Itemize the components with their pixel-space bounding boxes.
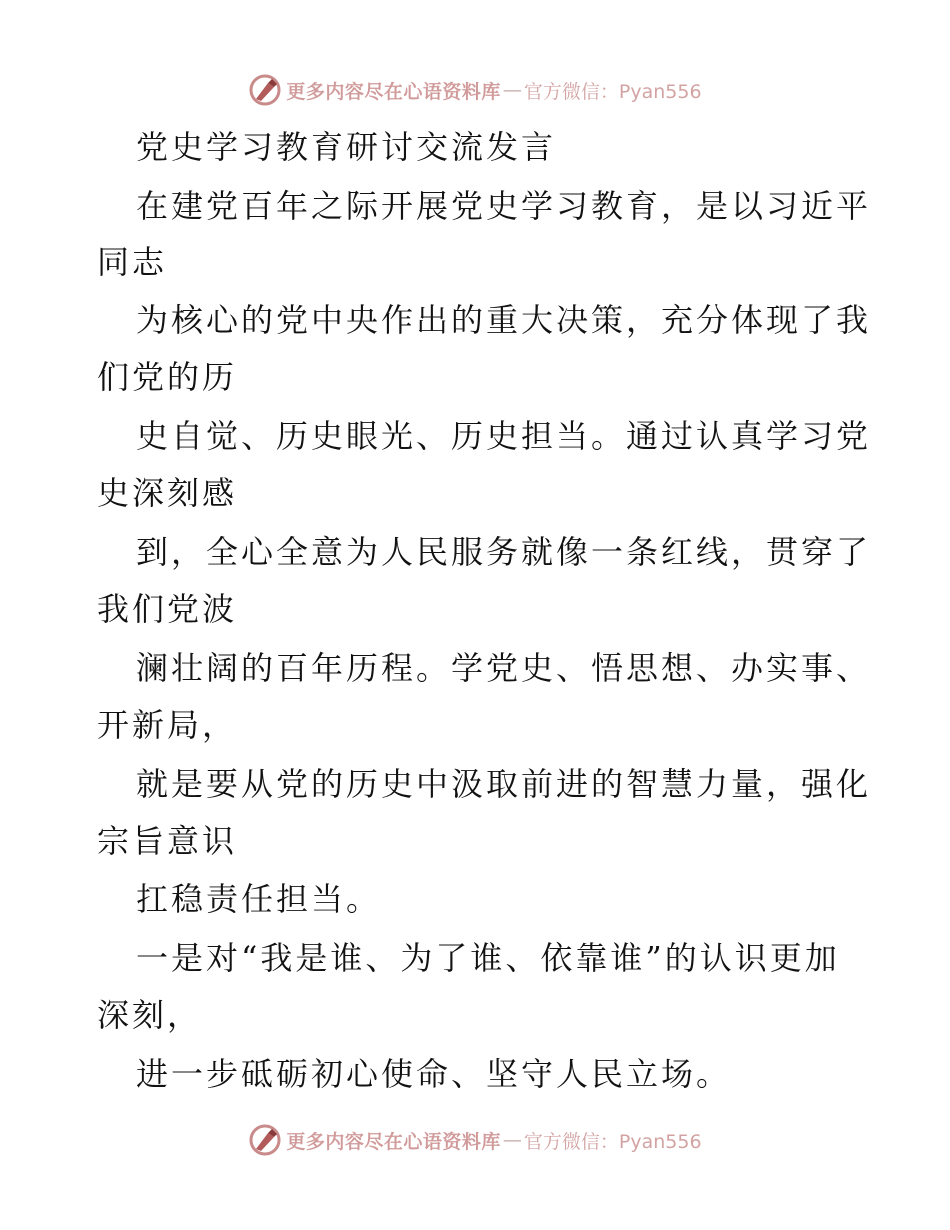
text-line: 澜壮阔的百年历程。学党史、悟思想、办实事、: [136, 649, 872, 687]
footer-watermark: [0, 1120, 950, 1160]
text-line: 我们党波: [97, 590, 238, 628]
watermark-sub-text: 官方微信：Pyan556: [523, 1130, 702, 1153]
text-line: 开新局，: [97, 706, 238, 744]
text-line: 在建党百年之际开展党史学习教育，是以习近平: [136, 187, 872, 225]
text-line: 深刻，: [97, 996, 203, 1034]
text-line: 到，全心全意为人民服务就像一条红线，贯穿了: [136, 533, 872, 571]
text-line: 就是要从党的历史中汲取前进的智慧力量，强化: [136, 765, 872, 803]
watermark-dash: —: [502, 79, 522, 101]
watermark-dash: —: [502, 1129, 522, 1151]
text-line: 同志: [97, 243, 168, 281]
pen-nib-logo-icon: [248, 73, 282, 107]
header-watermark: [0, 70, 950, 110]
text-line: 史自觉、历史眼光、历史担当。通过认真学习党: [136, 417, 872, 455]
text-line: 一是对“我是谁、为了谁、依靠谁”的认识更加: [136, 939, 840, 977]
document-title: 党史学习教育研讨交流发言: [136, 128, 557, 166]
text-line: 为核心的党中央作出的重大决策，充分体现了我: [136, 301, 872, 339]
text-line: 史深刻感: [97, 474, 238, 512]
text-line: 宗旨意识: [97, 822, 238, 860]
text-line: 扛稳责任担当。: [136, 880, 382, 918]
watermark-sub-text: 官方微信：Pyan556: [523, 80, 702, 103]
watermark-main-text: 更多内容尽在心语资料库: [286, 1130, 501, 1153]
pen-nib-logo-icon: [248, 1123, 282, 1157]
text-line: 进一步砥砺初心使命、坚守人民立场。: [136, 1055, 732, 1093]
text-line: 们党的历: [97, 358, 238, 396]
watermark-main-text: 更多内容尽在心语资料库: [286, 80, 501, 103]
